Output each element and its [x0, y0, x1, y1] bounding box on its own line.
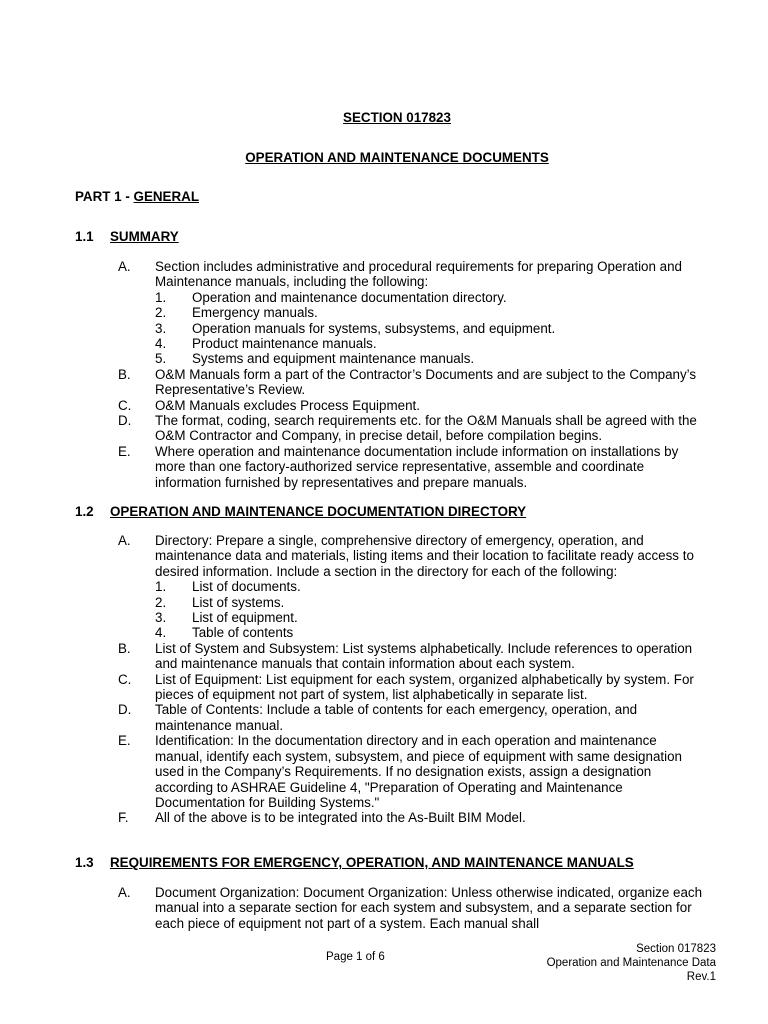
- section-1-1-title: SUMMARY: [110, 229, 179, 244]
- list-item: D. The format, coding, search requirements etc. for the O&M Manuals shall be agreed with the O&M Contractor and Company, in precise detail, before compilation begins.: [118, 413, 697, 444]
- footer-revision: Rev.1: [686, 971, 716, 983]
- list-item: B. O&M Manuals form a part of the Contractor’s Documents and are subject to the Company’s Representative’s Review.: [118, 366, 697, 398]
- sub-list-item: 3. Operation manuals for systems, subsystems, and equipment.: [155, 320, 556, 336]
- list-item: F. All of the above is to be integrated into the As-Built BIM Model.: [118, 810, 526, 826]
- list-item: C. O&M Manuals excludes Process Equipment.: [118, 397, 420, 413]
- sub-list-item: 3. List of equipment.: [155, 610, 298, 626]
- sub-list-item: 4. Table of contents: [155, 625, 294, 641]
- section-number-heading: SECTION 017823: [343, 110, 451, 125]
- list-item: E. Where operation and maintenance documentation include information on installations by more than one factory-authorized service representative, assemble and coordinate information furnished by representatives and prepare manuals.: [118, 443, 679, 490]
- part-name: GENERAL: [133, 189, 200, 204]
- list-item: C. List of Equipment: List equipment for each system, organized alphabetically by system. For pieces of equipment not part of system, list alphabetically in separate list.: [118, 671, 694, 703]
- list-item: A. Document Organization: Document Organization: Unless otherwise indicated, organize each manual into a separate section for each system and subsystem, and a separate section for each piece of equipment not part of a system. Each manual shall: [118, 885, 703, 931]
- list-item: E. Identification: In the documentation directory and in each operation and maintenance manual, identify each system, subsystem, and piece of equipment with same designation used in the Company’s Requirements. If no designation exists, assign a designation according to ASHRAE Guideline 4, "Preparation of Operating and Maintenance Documentation for Building Systems.": [118, 733, 682, 810]
- section-1-1-number: 1.1: [75, 229, 94, 244]
- section-1-3-list: [118, 885, 708, 931]
- sub-list-item: 2. List of systems.: [155, 594, 285, 610]
- list-item: A. Section includes administrative and procedural requirements for preparing Operation and Maintenance manuals, including the following: 1. Operation and maintenance documentation directory. 2. Emergency manuals. 3. Operation manuals for systems, subsystems, and equipment. 4. Product maintenance manuals. 5. Systems and equipment maintenance manuals.: [118, 259, 708, 367]
- footer-section-info: [547, 942, 716, 984]
- section-1-2-number: 1.2: [75, 504, 94, 519]
- part-prefix: PART 1 -: [75, 189, 134, 204]
- footer-title: Operation and Maintenance Data: [546, 957, 716, 969]
- section-1-3-title: REQUIREMENTS FOR EMERGENCY, OPERATION, AND MAINTENANCE MANUALS: [110, 855, 634, 870]
- section-1-2-title: OPERATION AND MAINTENANCE DOCUMENTATION DIRECTORY: [110, 504, 527, 519]
- page-number: Page 1 of 6: [326, 951, 385, 963]
- sub-list-item: 5. Systems and equipment maintenance manuals.: [155, 351, 475, 367]
- part-heading: [75, 189, 199, 204]
- sub-list-item: 1. Operation and maintenance documentation directory.: [155, 289, 507, 305]
- footer-section: Section 017823: [636, 943, 716, 955]
- section-1-3-number: 1.3: [75, 855, 94, 870]
- sub-list-item: 2. Emergency manuals.: [155, 305, 318, 321]
- list-item: A. Directory: Prepare a single, comprehensive directory of emergency, operation, and maintenance data and materials, listing items and their location to facilitate ready access to desired information. Include a section in the directory for each of the following: 1. List of documents. 2. List of systems. 3. List of equipment. 4. Table of contents: [118, 533, 708, 641]
- list-item: D. Table of Contents: Include a table of contents for each emergency, operation, and maintenance manual.: [118, 702, 638, 733]
- sub-list-item: 4. Product maintenance manuals.: [155, 336, 377, 352]
- section-1-2-list: [118, 533, 708, 826]
- section-1-1-list: [118, 259, 708, 490]
- sub-list-item: 1. List of documents.: [155, 579, 301, 595]
- list-item: B. List of System and Subsystem: List systems alphabetically. Include references to operation and maintenance manuals that contain information about each system.: [118, 640, 693, 672]
- document-title: OPERATION AND MAINTENANCE DOCUMENTS: [245, 150, 549, 165]
